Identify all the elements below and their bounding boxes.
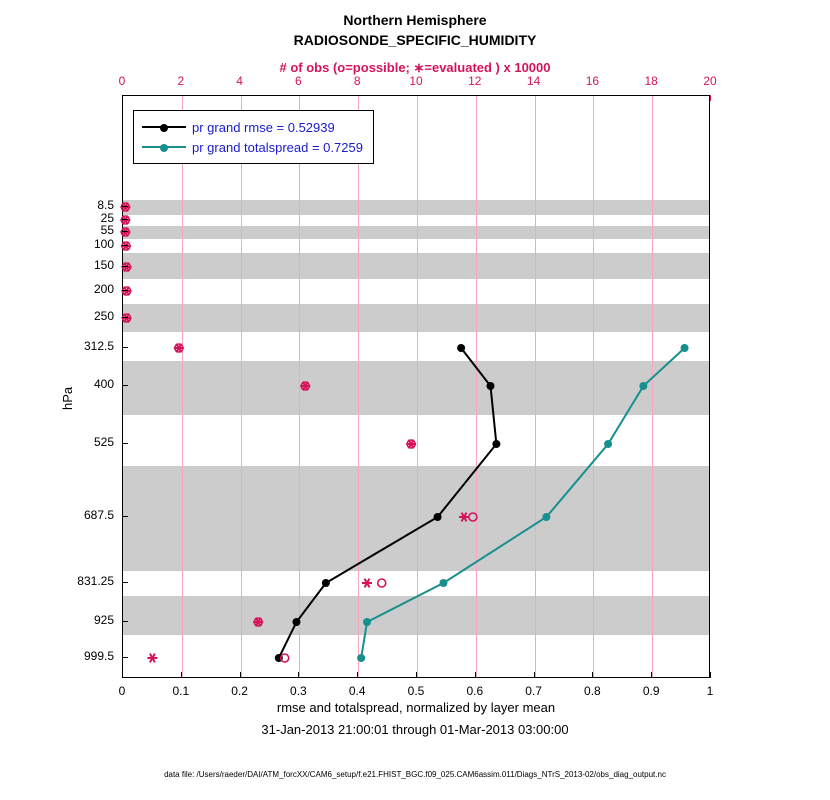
plot-area	[122, 95, 710, 678]
x-tick-label: 0.4	[348, 684, 366, 698]
y-tick-mark	[122, 621, 128, 622]
y-tick-label: 55	[100, 223, 114, 237]
series-point	[604, 440, 612, 448]
top-x-tick-label: 0	[118, 74, 126, 88]
x-tick-mark	[357, 672, 358, 678]
series-point	[681, 344, 689, 352]
series-point	[492, 440, 500, 448]
chart-title-line2: RADIOSONDE_SPECIFIC_HUMIDITY	[293, 32, 537, 48]
period-caption: 31-Jan-2013 21:00:01 through 01-Mar-2013 03:00:00	[261, 722, 569, 737]
y-tick-mark	[122, 516, 128, 517]
top-x-tick-label: 12	[468, 74, 482, 88]
x-tick-label: 0.7	[525, 684, 542, 698]
y-tick-label: 25	[100, 211, 114, 225]
y-tick-label: 150	[93, 258, 114, 272]
y-tick-mark	[122, 443, 128, 444]
y-tick-label: 8.5	[97, 198, 114, 212]
series-overlay	[123, 96, 711, 679]
y-tick-label: 400	[93, 377, 114, 391]
x-tick-mark	[710, 672, 711, 678]
x-tick-mark	[240, 672, 241, 678]
y-tick-mark	[122, 206, 128, 207]
y-tick-label: 925	[93, 613, 114, 627]
obs-possible-marker	[469, 513, 477, 521]
y-tick-label: 525	[93, 435, 114, 449]
x-tick-label: 0.5	[407, 684, 425, 698]
top-x-tick-label: 14	[526, 74, 541, 88]
top-x-tick-label: 20	[703, 74, 717, 88]
x-tick-mark	[475, 672, 476, 678]
y-tick-mark	[122, 657, 128, 658]
x-tick-label: 0.9	[642, 684, 660, 698]
series-point	[487, 382, 495, 390]
y-tick-mark	[122, 219, 128, 220]
series-point	[542, 513, 550, 521]
x-tick-label: 0.6	[466, 684, 484, 698]
obs-evaluated-marker	[362, 579, 372, 588]
y-tick-mark	[122, 582, 128, 583]
x-tick-label: 0.2	[231, 684, 248, 698]
legend-line-rmse	[142, 126, 186, 128]
top-x-tick-label: 6	[295, 74, 302, 88]
y-tick-mark	[122, 245, 128, 246]
legend-item-rmse	[142, 117, 363, 137]
y-tick-mark	[122, 266, 128, 267]
top-axis-title: # of obs (o=possible; ∗=evaluated ) x 10000	[279, 60, 551, 75]
series-point	[357, 654, 365, 662]
y-tick-mark	[122, 347, 128, 348]
series-point	[639, 382, 647, 390]
top-x-tick-label: 2	[177, 74, 185, 88]
legend-item-totalspread	[142, 137, 363, 157]
y-tick-mark	[122, 317, 128, 318]
series-line	[361, 348, 684, 658]
y-tick-mark	[122, 385, 128, 386]
y-tick-label: 831.25	[77, 574, 114, 588]
x-tick-label: 0.3	[290, 684, 307, 698]
y-tick-label: 100	[93, 237, 114, 251]
y-tick-mark	[122, 231, 128, 232]
series-point	[457, 344, 465, 352]
data-file-caption: data file: /Users/raeder/DAI/ATM_forcXX/CAM6_setup/f.e21.FHIST_BGC.f09_025.CAM6assim.011/Diags_NTrS_2013-02/obs_diag_output.nc	[164, 770, 666, 779]
x-axis-label: rmse and totalspread, normalized by layer mean	[276, 700, 556, 715]
top-x-tick-label: 16	[585, 74, 600, 88]
x-tick-mark	[592, 672, 593, 678]
series-point	[439, 579, 447, 587]
top-x-tick-label: 10	[409, 74, 423, 88]
obs-possible-marker	[378, 579, 386, 587]
x-tick-label: 0.1	[172, 684, 190, 698]
x-tick-mark	[651, 672, 652, 678]
series-point	[434, 513, 442, 521]
x-tick-label: 0.8	[584, 684, 601, 698]
legend-label-totalspread: pr grand totalspread = 0.7259	[192, 139, 363, 155]
legend	[133, 110, 374, 164]
x-tick-mark	[416, 672, 417, 678]
legend-label-rmse: pr grand rmse = 0.52939	[192, 119, 335, 135]
series-point	[292, 618, 300, 626]
series-point	[363, 618, 371, 626]
x-tick-label: 0	[118, 684, 126, 698]
series-point	[322, 579, 330, 587]
obs-evaluated-marker	[147, 654, 157, 663]
obs-evaluated-marker	[459, 513, 469, 522]
x-tick-mark	[181, 672, 182, 678]
y-tick-label: 999.5	[83, 649, 114, 663]
x-tick-mark	[534, 672, 535, 678]
top-x-tick-label: 18	[644, 74, 658, 88]
x-tick-mark	[298, 672, 299, 678]
y-axis-label: hPa	[60, 386, 75, 410]
top-x-tick-label: 4	[236, 74, 243, 88]
x-tick-mark	[122, 672, 123, 678]
legend-line-totalspread	[142, 146, 186, 148]
y-tick-label: 250	[93, 309, 114, 323]
chart-title-line1: Northern Hemisphere	[343, 12, 487, 28]
y-tick-label: 687.5	[83, 508, 114, 522]
y-tick-label: 200	[93, 282, 114, 296]
x-tick-label: 1	[706, 684, 714, 698]
top-x-tick-label: 8	[353, 74, 361, 88]
y-tick-mark	[122, 290, 128, 291]
y-tick-label: 312.5	[83, 339, 114, 353]
